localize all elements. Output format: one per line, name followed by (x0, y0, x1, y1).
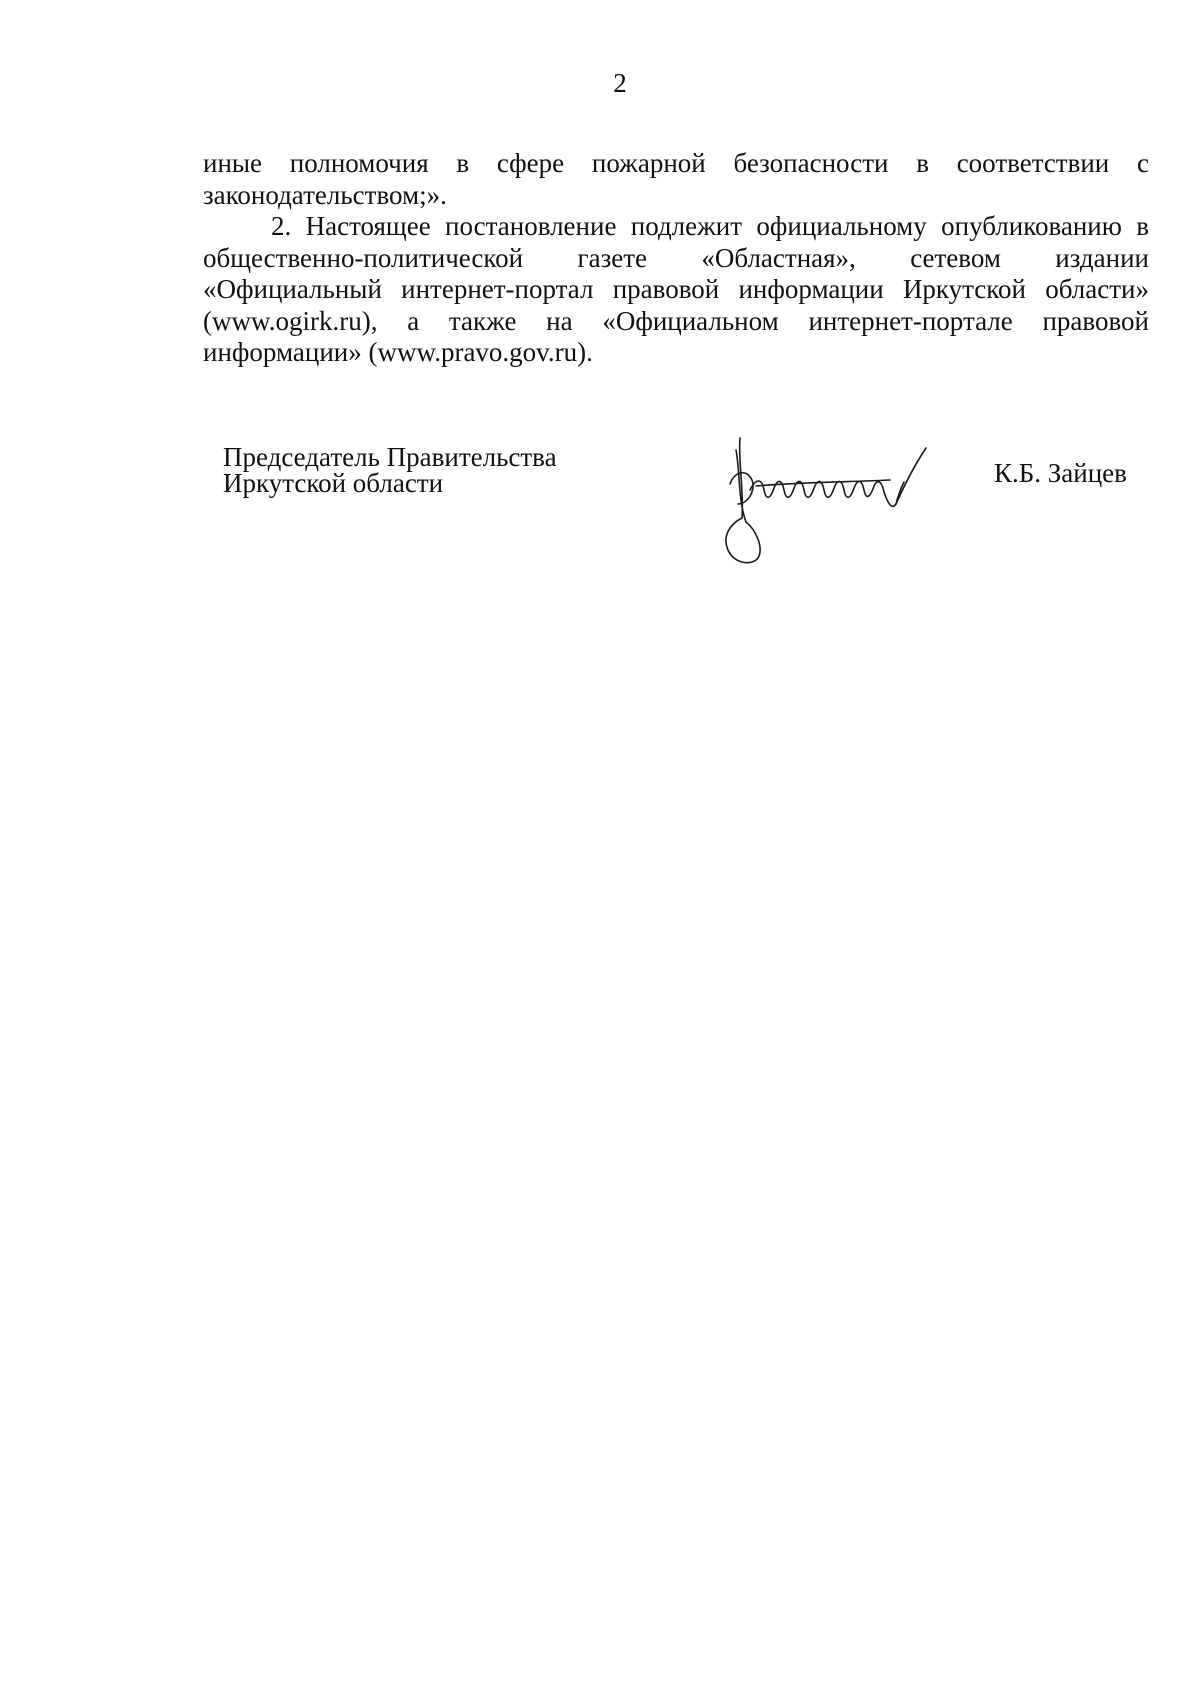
signer-position (223, 444, 557, 496)
text-line: 2. Настоящее постановление подлежит официальному опубликованию в (271, 211, 1149, 241)
text-line: информации» (www.pravo.gov.ru). (203, 337, 593, 367)
text-line: «Официальный интернет-портал правовой информации Иркутской области» (203, 274, 1149, 304)
signer-position-line: Иркутской области (223, 468, 444, 498)
document-body (203, 148, 1149, 369)
signature-block (0, 444, 1200, 574)
page-number: 2 (613, 68, 627, 98)
text-line: законодательством;». (203, 179, 447, 210)
signer-position-line: Председатель Правительства (223, 442, 557, 472)
text-line: иные полномочия в сфере пожарной безопасности в соответствии с (203, 148, 1149, 178)
signer-name: К.Б. Зайцев (994, 458, 1127, 488)
paragraph-publication (203, 211, 1149, 369)
text-line: общественно-политической газете «Областная», сетевом издании (203, 242, 1149, 273)
paragraph-powers (203, 148, 1149, 211)
handwritten-signature-icon (700, 420, 950, 570)
text-line: (www.ogirk.ru), а также на «Официальном интернет-портале правовой (203, 305, 1149, 336)
